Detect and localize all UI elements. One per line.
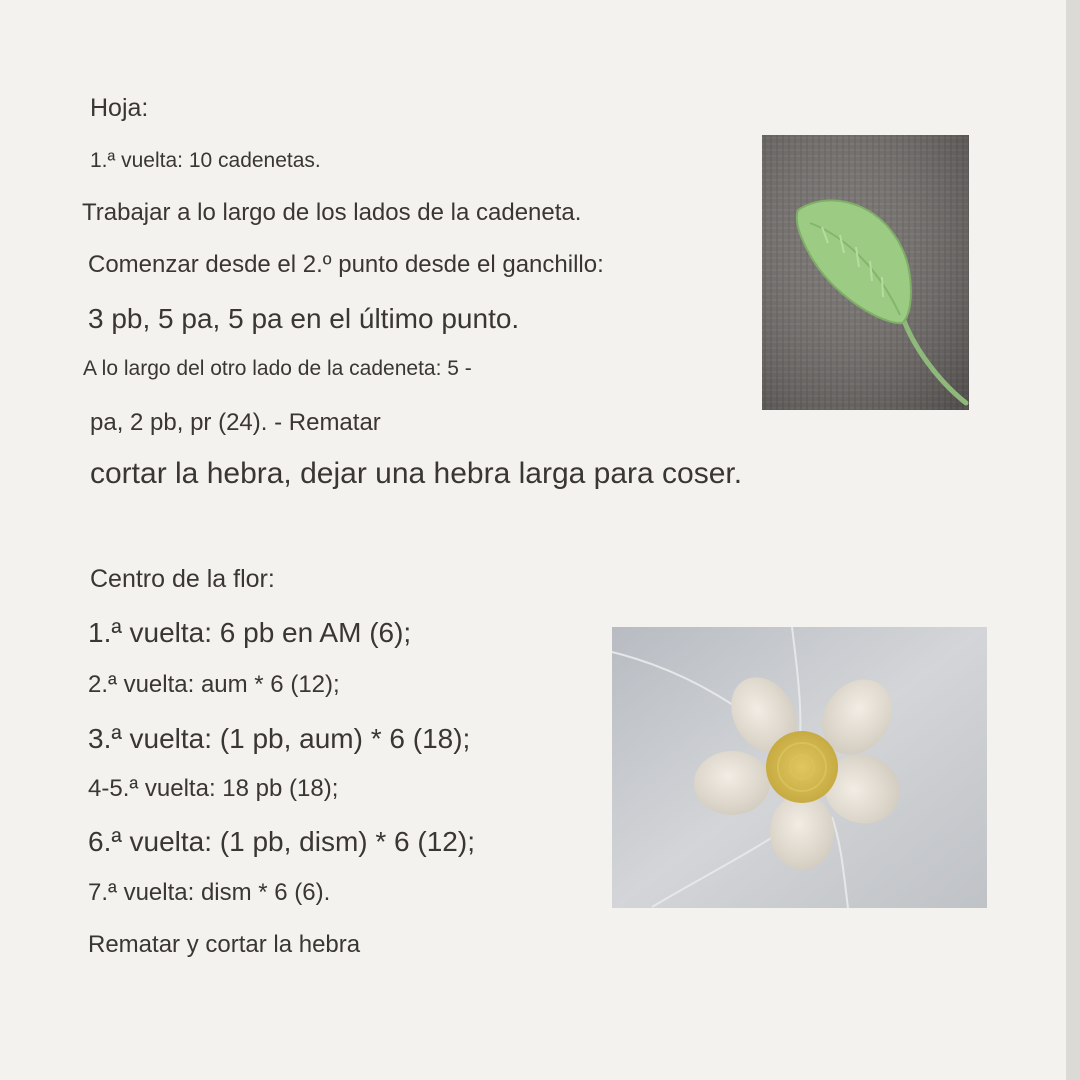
center-round-1: 1.ª vuelta: 6 pb en AM (6);	[88, 617, 412, 648]
center-round-7: 7.ª vuelta: dism * 6 (6).	[88, 879, 331, 906]
center-round-4-5: 4-5.ª vuelta: 18 pb (18);	[88, 775, 339, 802]
center-finish: Rematar y cortar la hebra	[88, 931, 361, 958]
page-edge	[1066, 0, 1080, 1080]
leaf-step-4: 3 pb, 5 pa, 5 pa en el último punto.	[88, 303, 520, 334]
leaf-step-1: 1.ª vuelta: 10 cadenetas.	[90, 149, 321, 172]
flower-photo	[612, 627, 987, 908]
leaf-photo	[762, 135, 969, 410]
center-round-2: 2.ª vuelta: aum * 6 (12);	[88, 671, 340, 698]
center-title: Centro de la flor:	[90, 565, 275, 593]
center-round-6: 6.ª vuelta: (1 pb, dism) * 6 (12);	[88, 826, 475, 857]
leaf-step-2: Trabajar a lo largo de los lados de la cadeneta.	[82, 199, 582, 226]
leaf-step-5: A lo largo del otro lado de la cadeneta: 5 -	[83, 357, 472, 380]
leaf-step-6: pa, 2 pb, pr (24). - Rematar	[90, 409, 381, 436]
leaf-step-7: cortar la hebra, dejar una hebra larga para coser.	[90, 457, 743, 490]
leaf-step-3: Comenzar desde el 2.º punto desde el ganchillo:	[88, 251, 604, 278]
leaf-title: Hoja:	[90, 94, 149, 122]
center-round-3: 3.ª vuelta: (1 pb, aum) * 6 (18);	[88, 723, 471, 754]
